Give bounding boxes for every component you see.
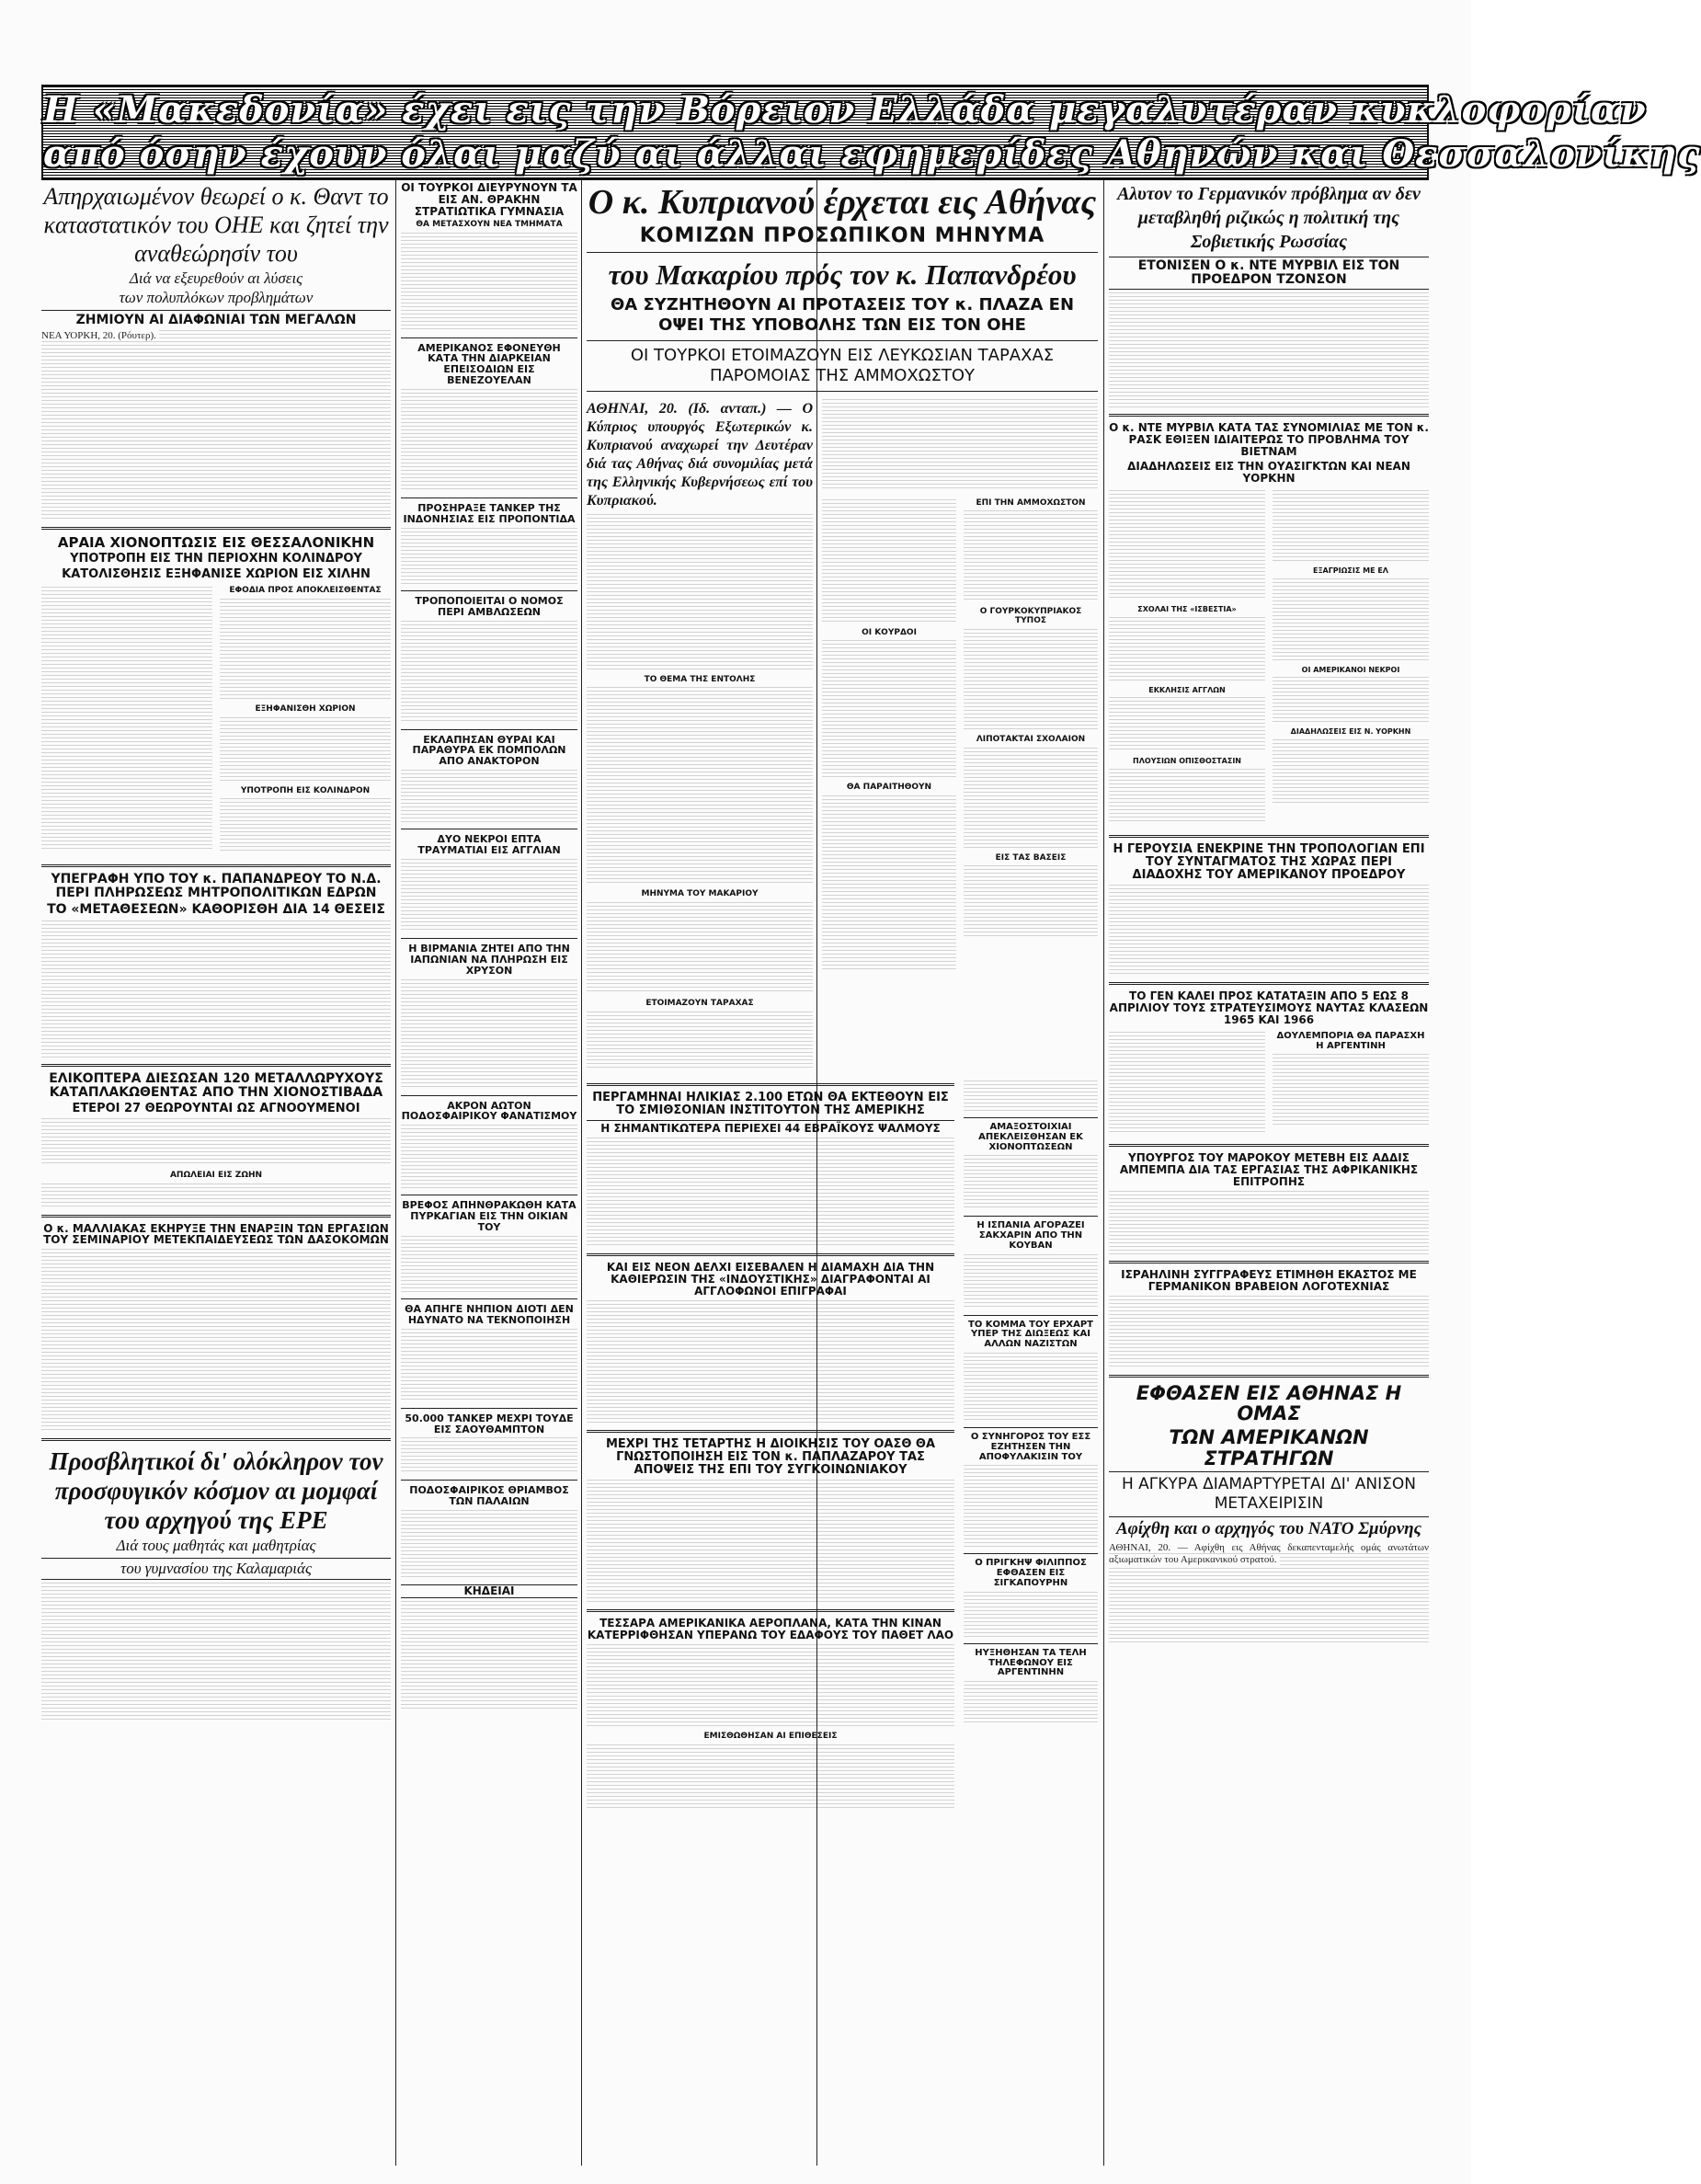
headline-turks-thrace: ΟΙ ΤΟΥΡΚΟΙ ΔΙΕΥΡΥΝΟΥΝ ΤΑ ΕΙΣ ΑΝ. ΘΡΑΚΗΝ ΣΤΡΑΤΙΩΤΙΚΑ ΓΥΜΝΑΣΙΑ bbox=[401, 181, 577, 218]
kicker: ΕΤΟΙΜΑΖΟΥΝ ΤΑΡΑΧΑΣ bbox=[645, 999, 754, 1009]
article-body bbox=[401, 528, 577, 585]
article-body bbox=[964, 1681, 1098, 1722]
headline-erhard: ΤΟ ΚΟΜΜΑ ΤΟΥ ΕΡΧΑΡΤ ΥΠΕΡ ΤΗΣ ΔΙΩΞΕΩΣ ΚΑΙ ΑΛΛΩΝ ΝΑΖΙΣΤΩΝ bbox=[968, 1319, 1093, 1350]
article-body bbox=[822, 399, 1098, 491]
kicker: ΥΠΟΤΡΟΠΗ ΕΙΣ ΚΟΛΙΝΔΡΟΝ bbox=[240, 785, 371, 795]
article-body bbox=[964, 629, 1098, 730]
article-body bbox=[587, 514, 813, 670]
subhead: ΖΗΜΙΟΥΝ ΑΙ ΔΙΑΦΩΝΙΑΙ ΤΩΝ ΜΕΓΑΛΩΝ bbox=[75, 312, 357, 327]
couve-article-right bbox=[1273, 487, 1429, 829]
article-body bbox=[1109, 1191, 1429, 1255]
kicker: ΔΙΑΔΗΛΩΣΕΙΣ ΕΙΣ Ν. ΥΟΡΚΗΝ bbox=[1290, 727, 1411, 737]
headline-malliakas: Ο κ. ΜΑΛΛΙΑΚΑΣ ΕΚΗΡΥΞΕ ΤΗΝ ΕΝΑΡΞΙΝ ΤΩΝ ΕΡΓΑΣΙΩΝ ΤΟΥ ΣΕΜΙΝΑΡΙΟΥ ΜΕΤΕΚΠΑΙΔΕΥΣΕΩΣ ΤΩΝ ΔΑΣΟΚΟΜΩΝ bbox=[43, 1221, 389, 1247]
article-body bbox=[1109, 1542, 1429, 1643]
navy-article-right bbox=[1273, 1029, 1429, 1138]
kicker: ΣΧΟΛΑΙ ΤΗΣ «ΙΣΒΕΣΤΙΑ» bbox=[1137, 604, 1237, 613]
main-story-columns bbox=[587, 396, 1098, 1074]
article-body bbox=[401, 389, 577, 492]
article-body bbox=[822, 499, 956, 623]
article-body bbox=[964, 865, 1098, 939]
divider bbox=[964, 1553, 1098, 1554]
dateline: ΝΕΑ ΥΟΡΚΗ, 20. (Ρόυτερ). bbox=[41, 330, 159, 341]
headline-oasth: ΜΕΧΡΙ ΤΗΣ ΤΕΤΑΡΤΗΣ Η ΔΙΟΙΚΗΣΙΣ ΤΟΥ ΟΑΣΘ ΘΑ ΓΝΩΣΤΟΠΟΙΗΣΗ ΕΙΣ ΤΟΝ κ. ΠΑΠΛΑΖΑΡΟΥ ΤΑΣ ΑΠΟΨΕΙΣ ΤΗΣ ΕΠΙ ΤΟΥ ΣΥΓΚΟΙΝΩΝΙΑΚΟΥ bbox=[605, 1436, 936, 1477]
article-body bbox=[1109, 697, 1265, 752]
main-story-right-a bbox=[822, 497, 956, 976]
main-story-right-split bbox=[822, 497, 1098, 976]
kicker: ΘΑ ΠΑΡΑΙΤΗΘΟΥΝ bbox=[846, 783, 932, 793]
article-body bbox=[587, 1300, 954, 1424]
divider bbox=[964, 1216, 1098, 1217]
headline-refugees: Προσβλητικοί δι' ολόκληρον τον προσφυγικόν κόσμον αι μομφαί του αρχηγού της ΕΡΕ bbox=[49, 1447, 383, 1535]
divider bbox=[41, 1438, 391, 1441]
divider bbox=[401, 497, 577, 498]
snow-article-right bbox=[220, 584, 391, 859]
article-body bbox=[822, 640, 956, 778]
article-body bbox=[964, 1465, 1098, 1548]
article-body bbox=[401, 1437, 577, 1474]
article-body bbox=[587, 1480, 954, 1604]
article-body bbox=[220, 717, 391, 782]
headline-tanker: ΠΡΟΣΗΡΑΞΕ ΤΑΝΚΕΡ ΤΗΣ ΙΝΔΟΝΗΣΙΑΣ ΕΙΣ ΠΡΟΠΟΝΤΙΔΑ bbox=[403, 502, 576, 525]
article-body bbox=[1273, 739, 1429, 804]
article-body bbox=[1109, 1032, 1265, 1133]
divider bbox=[401, 1408, 577, 1409]
subhead: ΟΙ ΤΟΥΡΚΟΙ ΕΤΟΙΜΑΖΟΥΝ ΕΙΣ ΛΕΥΚΩΣΙΑΝ ΤΑΡΑΧΑΣ ΠΑΡΟΜΟΙΑΣ ΤΗΣ ΑΜΜΟΧΩΣΤΟΥ bbox=[630, 345, 1055, 385]
article-body bbox=[587, 687, 813, 885]
divider bbox=[401, 337, 577, 338]
divider bbox=[587, 1253, 954, 1256]
article-body bbox=[1109, 617, 1265, 681]
snow-article bbox=[41, 584, 391, 859]
article-body bbox=[587, 1744, 954, 1809]
divider bbox=[401, 1298, 577, 1299]
subhead: του γυμνασίου της Καλαμαριάς bbox=[41, 1558, 391, 1580]
article-body bbox=[401, 1236, 577, 1293]
kicker: ΕΠΙ ΤΗΝ ΑΜΜΟΧΩΣΤΟΝ bbox=[976, 497, 1086, 508]
subhead: ΥΠΟΤΡΟΠΗ ΕΙΣ ΤΗΝ ΠΕΡΙΟΧΗΝ ΚΟΛΙΝΔΡΟΥ bbox=[70, 552, 362, 566]
divider bbox=[1109, 1375, 1429, 1378]
article-body bbox=[41, 1249, 391, 1433]
divider bbox=[401, 590, 577, 591]
kicker: ΕΦΟΔΙΑ ΠΡΟΣ ΑΠΟΚΛΕΙΣΘΕΝΤΑΣ bbox=[229, 586, 382, 596]
kicker: ΟΙ ΑΜΕΡΙΚΑΝΟΙ ΝΕΚΡΟΙ bbox=[1301, 665, 1400, 674]
headline-abortion: ΤΡΟΠΟΠΟΙΕΙΤΑΙ Ο ΝΟΜΟΣ ΠΕΡΙ ΑΜΒΛΩΣΕΩΝ bbox=[415, 594, 564, 618]
article-body bbox=[1109, 885, 1429, 977]
kicker: ΕΞΗΦΑΝΙΣΘΗ ΧΩΡΙΟΝ bbox=[255, 703, 356, 714]
main-story-right-b bbox=[964, 497, 1098, 976]
article-body bbox=[1273, 1054, 1429, 1127]
article-body bbox=[401, 1510, 577, 1579]
headline-helicopters: ΕΛΙΚΟΠΤΕΡΑ ΔΙΕΣΩΣΑΝ 120 ΜΕΤΑΛΛΩΡΥΧΟΥΣ ΚΑΤΑΠΛΑΚΩΘΕΝΤΑΣ ΑΠΟ ΤΗΝ ΧΙΟΝΟΣΤΙΒΑΔΑ bbox=[49, 1070, 383, 1100]
divider bbox=[587, 1609, 954, 1612]
column-2 bbox=[401, 179, 577, 2166]
divider bbox=[964, 1643, 1098, 1644]
article-body bbox=[964, 1081, 1098, 1112]
subhead: ΘΑ ΣΥΖΗΤΗΘΟΥΝ ΑΙ ΠΡΟΤΑΣΕΙΣ ΤΟΥ κ. ΠΛΑΖΑ ΕΝ ΟΨΕΙ ΤΗΣ ΥΠΟΒΟΛΗΣ ΤΩΝ ΕΙΣ ΤΟΝ ΟΗΕ bbox=[610, 294, 1075, 335]
article-body bbox=[41, 1583, 391, 1721]
article-body bbox=[220, 599, 391, 700]
article-body bbox=[401, 621, 577, 724]
article-body bbox=[41, 1118, 391, 1166]
dateline: ΑΘΗΝΑΙ, 20. — Αφίχθη εις Αθήνας δεκαπενταμελής ομάς ανωτάτων αξιωματικών του Αμερικανικού στρατού. bbox=[1109, 1541, 1429, 1565]
subhead: Διά τους μαθητάς και μαθητρίας bbox=[116, 1537, 316, 1555]
article-body bbox=[964, 748, 1098, 849]
headline-slavery: ΔΟΥΛΕΜΠΟΡΙΑ ΘΑ ΠΑΡΑΣΧΗ Η ΑΡΓΕΝΤΙΝΗ bbox=[1276, 1030, 1425, 1051]
lower-section bbox=[587, 1078, 1098, 1814]
article-body bbox=[822, 795, 956, 970]
headline-football-fanatic: ΑΚΡΟΝ ΑΩΤΟΝ ΠΟΔΟΣΦΑΙΡΙΚΟΥ ΦΑΝΑΤΙΣΜΟΥ bbox=[401, 1099, 577, 1123]
lower-left bbox=[587, 1078, 954, 1814]
article-body bbox=[587, 1644, 954, 1727]
headline-new-delhi: ΚΑΙ ΕΙΣ ΝΕΟΝ ΔΕΛΧΙ ΕΙΣΕΒΑΛΕΝ Η ΔΙΑΜΑΧΗ ΔΙΑ ΤΗΝ ΚΑΘΙΕΡΩΣΙΝ ΤΗΣ «ΙΝΔΟΥΣΤΙΚΗΣ» ΔΙΑΓΡΑΦΟΝΤΑΙ ΑΙ ΑΓΓΛΟΦΩΝΟΙ ΕΠΙΓΡΑΦΑΙ bbox=[606, 1260, 935, 1298]
headline-burma: Η ΒΙΡΜΑΝΙΑ ΖΗΤΕΙ ΑΠΟ ΤΗΝ ΙΑΠΩΝΙΑΝ ΝΑ ΠΛΗΡΩΣΗ ΕΙΣ ΧΡΥΣΟΝ bbox=[408, 942, 570, 977]
headline-navy: ΤΟ ΓΕΝ ΚΑΛΕΙ ΠΡΟΣ ΚΑΤΑΤΑΞΙΝ ΑΠΟ 5 ΕΩΣ 8 ΑΠΡΙΛΙΟΥ ΤΟΥΣ ΣΤΡΑΤΕΥΣΙΜΟΥΣ ΝΑΥΤΑΣ ΚΛΑΣΕΩΝ 1965 ΚΑΙ 1966 bbox=[1109, 989, 1429, 1026]
article-body bbox=[1109, 292, 1429, 408]
article-body bbox=[964, 1254, 1098, 1309]
subhead: των πολυπλόκων προβλημάτων bbox=[41, 290, 391, 310]
column-rule bbox=[395, 179, 396, 2166]
subhead: ΕΤΕΡΟΙ 27 ΘΕΩΡΟΥΝΤΑΙ ΩΣ ΑΓΝΟΟΥΜΕΝΟΙ bbox=[72, 1101, 360, 1115]
headline-kyprianou: Ο κ. Κυπριανού έρχεται εις Αθήνας bbox=[588, 183, 1097, 222]
divider bbox=[1109, 1144, 1429, 1147]
divider bbox=[587, 340, 1098, 341]
article-body bbox=[41, 1183, 391, 1209]
article-body bbox=[401, 1329, 577, 1402]
article-body bbox=[964, 1155, 1098, 1210]
article-body bbox=[1109, 490, 1265, 600]
article-body bbox=[587, 1012, 813, 1069]
lead-paragraph: ΑΘΗΝΑΙ, 20. (Ιδ. ανταπ.) — Ο Κύπριος υπουργός Εξωτερικών κ. Κυπριανού αναχωρεί την Δευτέραν διά τας Αθήνας διά συνομιλίας μετά της Ελληνικής Κυβερνήσεως επί του Κυπριακού. bbox=[587, 400, 813, 509]
article-body bbox=[41, 920, 391, 1058]
headline-morocco: ΥΠΟΥΡΓΟΣ ΤΟΥ ΜΑΡΟΚΟΥ ΜΕΤΕΒΗ ΕΙΣ ΑΔΔΙΣ ΑΜΠΕΜΠΑ ΔΙΑ ΤΑΣ ΕΡΓΑΣΙΑΣ ΤΗΣ ΑΦΡΙΚΑΝΙΚΗΣ ΕΠΙΤΡΟΠΗΣ bbox=[1119, 1150, 1419, 1188]
divider bbox=[587, 391, 1098, 392]
headline-germany: Αλυτον το Γερμανικόν πρόβλημα αν δεν μεταβληθή ριζικώς η πολιτική της Σοβιετικής Ρωσσίας bbox=[1117, 184, 1421, 252]
divider bbox=[964, 1315, 1098, 1316]
lower-right bbox=[964, 1078, 1098, 1814]
kicker: ΕΜΙΣΘΩΘΗΣΑΝ ΑΙ ΕΠΙΘΕΣΕΙΣ bbox=[703, 1731, 838, 1741]
divider bbox=[587, 1083, 954, 1086]
article-body bbox=[401, 770, 577, 823]
headline-argentina-phone: ΗΥΞΗΘΗΣΑΝ ΤΑ ΤΕΛΗ ΤΗΛΕΦΩΝΟΥ ΕΙΣ ΑΡΓΕΝΤΙΝΗΝ bbox=[975, 1647, 1087, 1678]
article-body bbox=[964, 1592, 1098, 1638]
headline-southampton: 50.000 ΤΑΝΚΕΡ ΜΕΧΡΙ ΤΟΥΔΕ ΕΙΣ ΣΑΟΥΘΑΜΠΤΟΝ bbox=[405, 1412, 574, 1435]
divider bbox=[401, 729, 577, 730]
headline-infant: ΘΑ ΑΠΗΓΕ ΝΗΠΙΟΝ ΔΙΟΤΙ ΔΕΝ ΗΔΥΝΑΤΟ ΝΑ ΤΕΚΝΟΠΟΙΗΣΗ bbox=[405, 1302, 574, 1326]
divider bbox=[401, 938, 577, 939]
subhead: ΘΑ ΜΕΤΑΣΧΟΥΝ ΝΕΑ ΤΜΗΜΑΤΑ bbox=[416, 219, 563, 229]
article-body bbox=[1273, 677, 1429, 723]
headline-spain: Η ΙΣΠΑΝΙΑ ΑΓΟΡΑΖΕΙ ΣΑΚΧΑΡΙΝ ΑΠΟ ΤΗΝ ΚΟΥΒΑΝ bbox=[976, 1220, 1085, 1251]
divider bbox=[587, 1430, 954, 1433]
article-body bbox=[401, 979, 577, 1090]
subhead: Η ΑΓΚΥΡΑ ΔΙΑΜΑΡΤΥΡΕΤΑΙ ΔΙ' ΑΝΙΣΟΝ ΜΕΤΑΧΕΙΡΙΣΙΝ bbox=[1109, 1471, 1429, 1517]
divider bbox=[41, 1064, 391, 1067]
column-rule bbox=[1103, 179, 1104, 2166]
article-body bbox=[41, 330, 391, 521]
headline-parchments: ΠΕΡΓΑΜΗΝΑΙ ΗΛΙΚΙΑΣ 2.100 ΕΤΩΝ ΘΑ ΕΚΤΕΘΟΥΝ ΕΙΣ ΤΟ ΣΜΙΘΣΟΝΙΑΝ ΙΝΣΤΙΤΟΥΤΟΝ ΤΗΣ ΑΜΕΡΙΚΗΣ bbox=[592, 1090, 949, 1117]
couve-article-left bbox=[1109, 487, 1265, 829]
article-body bbox=[1273, 490, 1429, 562]
article-body bbox=[964, 510, 1098, 602]
headline-ss-lawyer: Ο ΣΥΝΗΓΟΡΟΣ ΤΟΥ ΕΣΣ ΕΖΗΤΗΣΕΝ ΤΗΝ ΑΠΟΦΥΛΑΚΙΣΙΝ ΤΟΥ bbox=[970, 1432, 1091, 1462]
article-body bbox=[220, 798, 391, 853]
subhead: ΚΑΤΟΛΙΣΘΗΣΙΣ ΕΞΗΦΑΝΙΣΕ ΧΩΡΙΟΝ ΕΙΣ ΧΙΛΗΝ bbox=[62, 567, 371, 582]
headline-funerals: ΚΗΔΕΙΑΙ bbox=[401, 1584, 577, 1598]
divider bbox=[1109, 982, 1429, 985]
couve-article bbox=[1109, 487, 1429, 829]
headline-senate: Η ΓΕΡΟΥΣΙΑ ΕΝΕΚΡΙΝΕ ΤΗΝ ΤΡΟΠΟΛΟΓΙΑΝ ΕΠΙ ΤΟΥ ΣΥΝΤΑΓΜΑΤΟΣ ΤΗΣ ΧΩΡΑΣ ΠΕΡΙ ΔΙΑΔΟΧΗΣ ΤΟΥ ΑΜΕΡΙΚΑΝΟΥ ΠΡΟΕΔΡΟΥ bbox=[1113, 841, 1425, 882]
kicker: ΟΙ ΚΟΥΡΔΟΙ bbox=[862, 627, 917, 637]
headline-baby-fire: ΒΡΕΦΟΣ ΑΠΗΝΘΡΑΚΩΘΗ ΚΑΤΑ ΠΥΡΚΑΓΙΑΝ ΕΙΣ ΤΗΝ ΟΙΚΙΑΝ ΤΟΥ bbox=[402, 1199, 577, 1234]
kicker: ΠΛΟΥΣΙΩΝ ΟΠΙΣΘΟΣΤΑΣΙΝ bbox=[1133, 757, 1241, 766]
article-body bbox=[1109, 769, 1265, 824]
kicker: ΕΞΑΓΡΙΩΣΙΣ ΜΕ ΕΛ bbox=[1312, 566, 1388, 575]
headline-england: ΔΥΟ ΝΕΚΡΟΙ ΕΠΤΑ ΤΡΑΥΜΑΤΙΑΙ ΕΙΣ ΑΓΓΛΙΑΝ bbox=[417, 833, 561, 857]
subhead: ΚΟΜΙΖΩΝ ΠΡΟΣΩΠΙΚΟΝ ΜΗΝΥΜΑ bbox=[639, 224, 1045, 247]
headline-venezuela: ΑΜΕΡΙΚΑΝΟΣ ΕΦΟΝΕΥΘΗ ΚΑΤΑ ΤΗΝ ΔΙΑΡΚΕΙΑΝ ΕΠΕΙΣΟΔΙΩΝ ΕΙΣ ΒΕΝΕΖΟΥΕΛΑΝ bbox=[417, 341, 561, 387]
divider bbox=[1109, 1261, 1429, 1264]
article-body bbox=[964, 1353, 1098, 1422]
column-3-4 bbox=[587, 179, 1098, 2166]
column-1 bbox=[41, 179, 391, 2166]
main-story-right bbox=[822, 396, 1098, 1074]
kicker: Ο ΓΟΥΡΚΟΚΥΠΡΙΑΚΟΣ ΤΥΠΟΣ bbox=[979, 607, 1082, 626]
headline-football-old: ΠΟΔΟΣΦΑΙΡΙΚΟΣ ΘΡΙΑΜΒΟΣ ΤΩΝ ΠΑΛΑΙΩΝ bbox=[409, 1484, 569, 1508]
navy-article bbox=[1109, 1029, 1429, 1138]
headline-snow: ΑΡΑΙΑ ΧΙΟΝΟΠΤΩΣΙΣ ΕΙΣ ΘΕΣΣΑΛΟΝΙΚΗΝ bbox=[57, 533, 375, 551]
headline-makarios: του Μακαρίου πρός τον κ. Παπανδρέου bbox=[608, 257, 1077, 291]
article-body bbox=[587, 1138, 954, 1248]
headline-generals: ΕΦΘΑΣΕΝ ΕΙΣ ΑΘΗΝΑΣ Η ΟΜΑΣ bbox=[1136, 1381, 1402, 1425]
kicker: ΕΙΣ ΤΑΣ ΒΑΣΕΙΣ bbox=[995, 852, 1067, 863]
subhead: ΔΙΑΔΗΛΩΣΕΙΣ ΕΙΣ ΤΗΝ ΟΥΑΣΙΓΚΤΩΝ ΚΑΙ ΝΕΑΝ ΥΟΡΚΗΝ bbox=[1127, 460, 1410, 486]
divider bbox=[41, 864, 391, 867]
banner-line-2: από όσην έχουν όλαι μαζύ αι άλλαι εφημερίδες Αθηνών και Θεσσαλονίκης bbox=[43, 132, 1701, 176]
headline-palace: ΕΚΛΑΠΗΣΑΝ ΘΥΡΑΙ ΚΑΙ ΠΑΡΑΘΥΡΑ ΕΚ ΠΟΜΠΟΛΩΝ ΑΠΟ ΑΝΑΚΤΟΡΟΝ bbox=[412, 733, 566, 768]
article-body bbox=[401, 859, 577, 932]
subhead: Αφίχθη και ο αρχηγός του ΝΑΤΟ Σμύρνης bbox=[1115, 1519, 1422, 1539]
divider bbox=[587, 252, 1098, 253]
article-body bbox=[1273, 578, 1429, 661]
divider bbox=[964, 1117, 1098, 1118]
headline-generals-2: ΤΩΝ ΑΜΕΡΙΚΑΝΩΝ ΣΤΡΑΤΗΓΩΝ bbox=[1169, 1425, 1369, 1469]
main-story-left bbox=[587, 396, 813, 1074]
headline-thant: Απηρχαιωμένον θεωρεί ο κ. Θαντ το καταστατικόν του ΟΗΕ και ζητεί την αναθεώρησίν του bbox=[43, 183, 389, 267]
divider bbox=[41, 527, 391, 530]
article-body bbox=[401, 1601, 577, 1711]
article-body bbox=[401, 233, 577, 332]
headline-aircraft: ΤΕΣΣΑΡΑ ΑΜΕΡΙΚΑΝΙΚΑ ΑΕΡΟΠΛΑΝΑ, ΚΑΤΑ ΤΗΝ ΚΙΝΑΝ ΚΑΤΕΡΡΙΦΘΗΣΑΝ ΥΠΕΡΑΝΩ ΤΟΥ ΕΔΑΦΟΥΣ ΤΟΥ ΠΑΘΕΤ ΛΑΟ bbox=[587, 1616, 954, 1641]
headline-israeli-writer: ΙΣΡΑΗΛΙΝΗ ΣΥΓΓΡΑΦΕΥΣ ΕΤΙΜΗΘΗ ΕΚΑΣΤΟΣ ΜΕ ΓΕΡΜΑΝΙΚΟΝ ΒΡΑΒΕΙΟΝ ΛΟΓΟΤΕΧΝΙΑΣ bbox=[1121, 1267, 1417, 1293]
kicker: ΜΗΝΥΜΑ ΤΟΥ ΜΑΚΑΡΙΟΥ bbox=[641, 889, 759, 899]
kicker: ΛΙΠΟΤΑΚΤΑΙ ΣΧΟΛΑΙΟΝ bbox=[976, 734, 1086, 744]
headline-philip: Ο ΠΡΙΓΚΗΨ ΦΙΛΙΠΠΟΣ ΕΦΘΑΣΕΝ ΕΙΣ ΣΙΓΚΑΠΟΥΡΗΝ bbox=[975, 1558, 1087, 1589]
subhead: ΕΤΟΝΙΣΕΝ Ο κ. ΝΤΕ ΜΥΡΒΙΛ ΕΙΣ ΤΟΝ ΠΡΟΕΔΡΟΝ ΤΖΟΝΣΟΝ bbox=[1109, 257, 1429, 290]
divider bbox=[401, 1095, 577, 1096]
column-rule bbox=[581, 179, 582, 2166]
kicker: ΑΠΩΛΕΙΑΙ ΕΙΣ ΖΩΗΝ bbox=[169, 1170, 263, 1180]
divider bbox=[1109, 835, 1429, 838]
headline-trains: ΑΜΑΞΟΣΤΟΙΧΙΑΙ ΑΠΕΚΛΕΙΣΘΗΣΑΝ ΕΚ ΧΙΟΝΟΠΤΩΣΕΩΝ bbox=[978, 1121, 1083, 1152]
subhead: ΤΟ «ΜΕΤΑΘΕΣΕΩΝ» ΚΑΘΟΡΙΣΘΗ ΔΙΑ 14 ΘΕΣΕΙΣ bbox=[47, 902, 385, 918]
masthead-banner bbox=[41, 85, 1701, 180]
kicker: ΕΚΚΛΗΣΙΣ ΑΓΓΛΩΝ bbox=[1148, 685, 1226, 694]
headline-couve: Ο κ. ΝΤΕ ΜΥΡΒΙΛ ΚΑΤΑ ΤΑΣ ΣΥΝΟΜΙΛΙΑΣ ΜΕ ΤΟΝ κ. ΡΑΣΚ ΕΘΙΞΕΝ ΙΔΙΑΙΤΕΡΩΣ ΤΟ ΠΡΟΒΛΗΜΑ ΤΟΥ ΒΙΕΤΝΑΜ bbox=[1109, 421, 1429, 459]
article-body bbox=[41, 587, 212, 852]
divider bbox=[1109, 414, 1429, 417]
divider bbox=[964, 1427, 1098, 1428]
kicker: ΤΟ ΘΕΜΑ ΤΗΣ ΕΝΤΟΛΗΣ bbox=[644, 674, 756, 684]
divider bbox=[41, 1215, 391, 1218]
column-5 bbox=[1109, 179, 1429, 2166]
banner-line-1: Η «Μακεδονία» έχει εις την Βόρειον Ελλάδα μεγαλυτέραν κυκλοφορίαν bbox=[43, 88, 1647, 131]
subhead: Η ΣΗΜΑΝΤΙΚΩΤΕΡΑ ΠΕΡΙΕΧΕΙ 44 ΕΒΡΑΪΚΟΥΣ ΨΑΛΜΟΥΣ bbox=[587, 1120, 954, 1135]
divider bbox=[401, 1480, 577, 1481]
article-body bbox=[587, 902, 813, 994]
article-body bbox=[401, 1125, 577, 1189]
subhead: Διά να εξευρεθούν αι λύσεις bbox=[129, 269, 303, 287]
article-body bbox=[1109, 1296, 1429, 1369]
headline-metropolis: ΥΠΕΓΡΑΦΗ ΥΠΟ ΤΟΥ κ. ΠΑΠΑΝΔΡΕΟΥ ΤΟ Ν.Δ. ΠΕΡΙ ΠΛΗΡΩΣΕΩΣ ΜΗΤΡΟΠΟΛΙΤΙΚΩΝ ΕΔΡΩΝ bbox=[51, 872, 382, 901]
